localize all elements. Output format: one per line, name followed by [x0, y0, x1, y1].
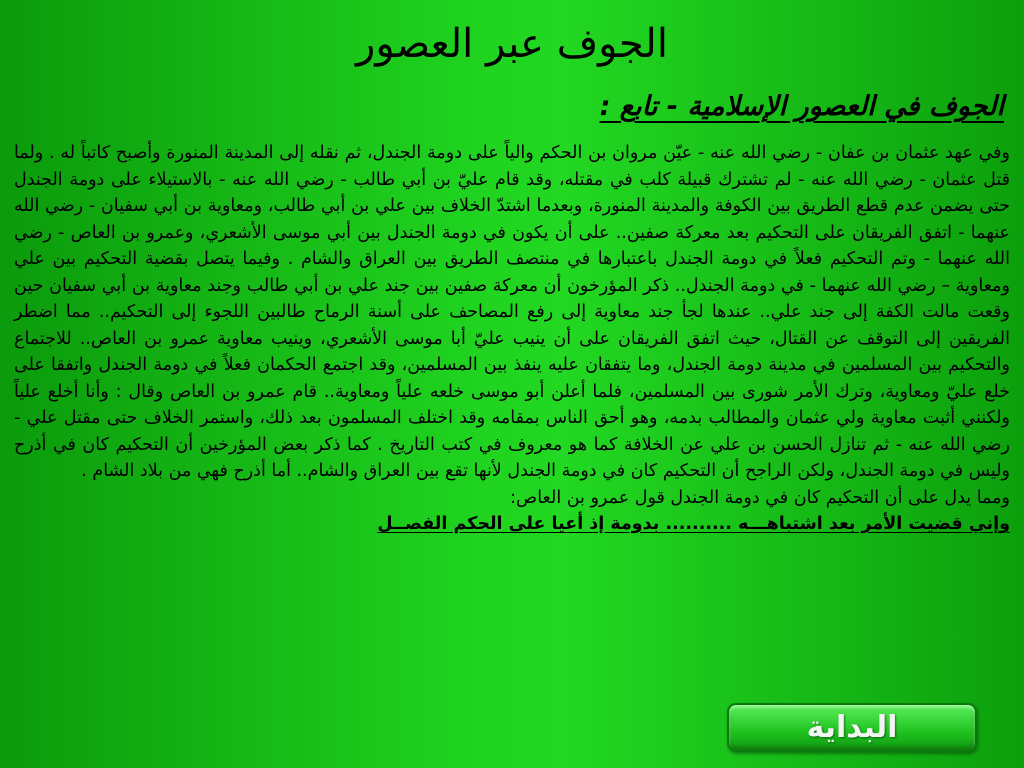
body-text-block	[14, 140, 1010, 538]
body-last-line: ومما يدل على أن التحكيم كان في دومة الجندل قول عمرو بن العاص:	[510, 487, 1010, 508]
home-button[interactable]	[727, 703, 977, 752]
body-paragraph: وفي عهد عثمان بن عفان - رضي الله عنه - عيّن مروان بن الحكم والياً على دومة الجندل، ثم نقله إلى المدينة المنورة وأصبح كاتباً له . ولما قتل عثمان - رضي الله عنه - لم تشترك قبيلة كلب في مقتله، وقد قام عليّ بن أبي طالب - رضي الله عنه - بالاستيلاء على دومة الجندل حتى يضمن عدم قطع الطريق بين الكوفة والمدينة المنورة، وبعدما اشتدّ الخلاف بين علي بن أبي طالب، ومعاوية بن أبي سفيان - رضي الله عنهما - اتفق الفريقان على التحكيم بعد معركة صفين.. على أن يكون في دومة الجندل بين أبي موسى الأشعري، وعمرو بن العاص - رضي الله عنهما - وتم التحكيم فعلاً في دومة الجندل باعتبارها في منتصف الطريق بين العراق والشام . وفيما يتصل بقضية التحكيم بين علي ومعاوية – رضي الله عنهما - في دومة الجندل.. ذكر المؤرخون أن معركة صفين بين جند علي بن أبي طالب وجند معاوية بن أبي سفيان حين وقعت مالت الكفة إلى جند علي.. عندها لجأ جند معاوية إلى رفع المصاحف على أسنة الرماح طالبين اللجوء إلى التحكيم.. مما اضطر الفريقين إلى التوقف عن القتال، حيث اتفق الفريقان على أن ينيب عليّ أبا موسى الأشعري، وينيب معاوية عمرو بن العاص.. للاجتماع والتحكيم بين المسلمين في مدينة دومة الجندل، وما يتفقان عليه ينفذ بين المسلمين، وقد اجتمع الحكمان فعلاً في دومة الجندل واتفقا على خلع عليّ ومعاوية، وترك الأمر شورى بين المسلمين، فلما أعلن أبو موسى خلعه علياً ومعاوية.. قام عمرو بن العاص وقال : وأنا أخلع علياً ولكنني أثبت معاوية ولي عثمان والمطالب بدمه، وهو أحق الناس بمقامه وقد اختلف المسلمون بعد ذلك، واستمر الخلاف حتى مقتل علي - رضي الله عنه - ثم تنازل الحسن بن علي عن الخلافة كما هو معروف في كتب التاريخ . كما ذكر بعض المؤرخين أن التحكيم كان في أذرح وليس في دومة الجندل، ولكن الراجح أن التحكيم كان في دومة الجندل لأنها تقع بين العراق والشام.. أما أذرح فهي من بلاد الشام .	[14, 143, 1010, 481]
home-button-label: البداية	[806, 710, 898, 745]
page-title: الجوف عبر العصور	[356, 21, 668, 67]
poem-quote: وإني قضيت الأمر بعد اشتباهـــه .......... بدومة إذ أعيا على الحكم الفصــل	[377, 514, 1010, 534]
section-subtitle: الجوف في العصور الإسلامية - تابع :	[599, 91, 1004, 122]
